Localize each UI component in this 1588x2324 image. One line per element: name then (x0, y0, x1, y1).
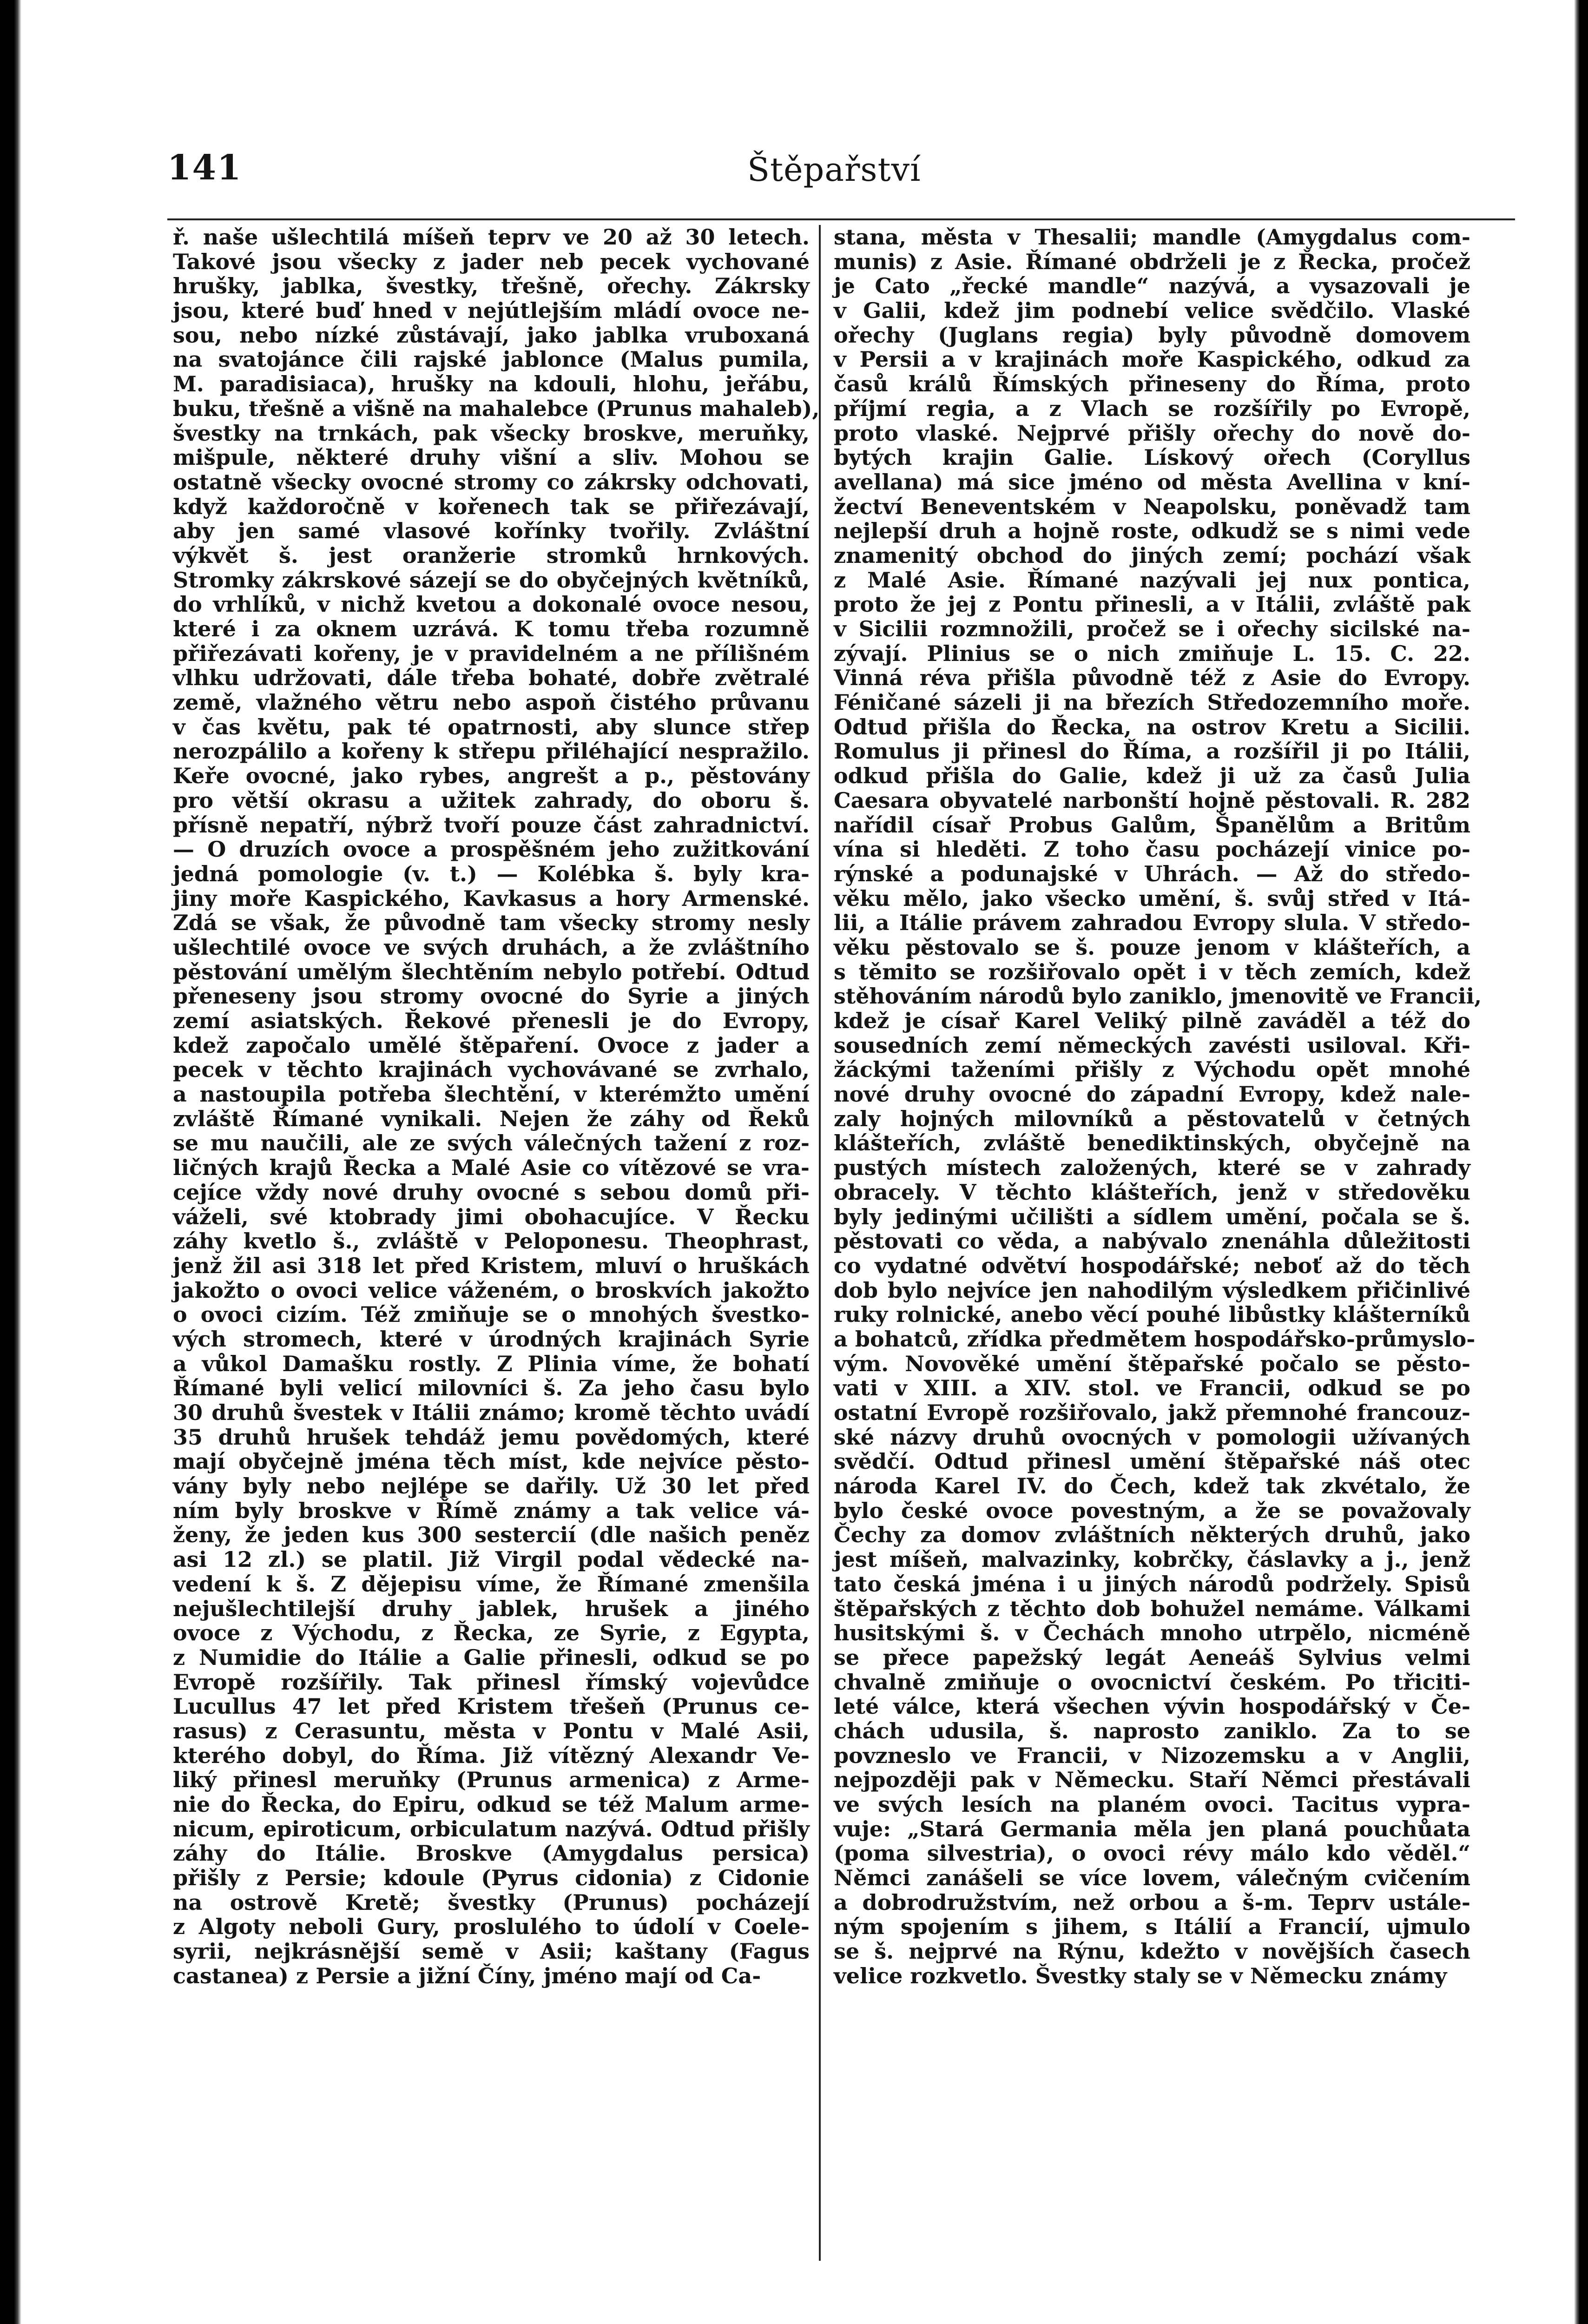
text-line: znamenitý obchod do jiných zemí; pochází však (834, 542, 1470, 568)
scan-edge-left (0, 0, 21, 2324)
text-line: stěhováním národů bylo zaniklo, jmenovitě ve Francii, (834, 984, 1482, 1009)
text-line: Římané byli velicí milovníci š. Za jeho času bylo (173, 1375, 810, 1401)
text-line: husitskými š. v Čechách mnoho utrpělo, nicméně (834, 1620, 1470, 1646)
text-line: velice rozkvetlo. Švestky staly se v Německu známy (834, 1963, 1447, 1988)
text-line: nie do Řecka, do Epiru, odkud se též Malum arme- (173, 1792, 810, 1817)
text-line: chvalně zmiňuje o ovocnictví českém. Po třiciti- (834, 1669, 1470, 1695)
text-line: nejpozději pak v Německu. Staří Němci přestávali (834, 1767, 1470, 1793)
text-line: nové druhy ovocné do západní Evropy, kdež nale- (834, 1082, 1470, 1107)
text-line: M. paradisiaca), hrušky na kdouli, hlohu, jeřábu, (173, 371, 810, 397)
text-line: přeneseny jsou stromy ovocné do Syrie a jiných (173, 984, 810, 1009)
text-line: země, vlažného větru nebo aspoň čistého průvanu (173, 690, 810, 715)
text-line: byly jedinými učilišti a sídlem umění, počala se š. (834, 1204, 1470, 1229)
text-line: nicum, epiroticum, orbiculatum nazývá. Odtud přišly (173, 1816, 810, 1842)
text-line: vány byly nebo nejlépe se dařily. Už 30 let před (173, 1473, 810, 1499)
text-line: jenž žil asi 318 let před Kristem, mluví o hruškách (173, 1253, 810, 1278)
text-line: z Algoty neboli Gury, proslulého to údolí v Coele- (173, 1914, 810, 1940)
text-line: pro větší okrasu a užitek zahrady, do oboru š. (173, 787, 810, 813)
text-line: bylo české ovoce povestným, a že se považovaly (834, 1498, 1470, 1523)
text-line: leté válce, která všechen vývin hospodářský v Če- (834, 1694, 1470, 1719)
page-number: 141 (167, 148, 242, 188)
text-line: cejíce vždy nové druhy ovocné s sebou domů při- (173, 1179, 810, 1205)
text-line: a bohatců, zřídka předmětem hospodářsko-průmyslo- (834, 1326, 1476, 1352)
text-line: nejušlechtilejší druhy jablek, hrušek a jiného (173, 1596, 810, 1621)
text-line: — O druzích ovoce a prospěšném jeho zužitkování (173, 837, 810, 862)
text-line: záhy kvetlo š., zvláště v Peloponesu. Theophrast, (173, 1228, 810, 1254)
text-line: v čas květu, pak té opatrnosti, aby slunce střep (173, 714, 810, 739)
text-line: sou, nebo nízké zůstávají, jako jablka vruboxaná (173, 322, 810, 348)
text-line: castanea) z Persie a jižní Číny, jméno mají od Ca- (173, 1963, 761, 1988)
text-line: se přece papežský legát Aeneáš Sylvius velmi (834, 1644, 1470, 1670)
text-line: zývají. Plinius se o nich zmiňuje L. 15. C. 22. (834, 640, 1470, 666)
text-line: ostatní Evropě rozšiřovalo, jakž přemnohé francouz- (834, 1400, 1470, 1425)
text-line: vým. Novověké umění štěpařské počalo se pěsto- (834, 1351, 1470, 1376)
text-line: jakožto o ovoci velice váženém, o broskvích jakožto (173, 1277, 810, 1303)
text-line: Stromky zákrskové sázejí se do obyčejných květníků, (173, 567, 810, 593)
text-line: Čechy za domov zvláštních některých druhů, jako (834, 1522, 1470, 1548)
text-line: lii, a Itálie právem zahradou Evropy slula. V středo- (834, 910, 1470, 936)
text-line: o ovoci cizím. Též zmiňuje se o mnohých švestko- (173, 1302, 810, 1327)
text-line: bytých krajin Galie. Lískový ořech (Coryllus (834, 445, 1470, 470)
text-line: Němci zanášeli se více lovem, válečným cvičením (834, 1865, 1470, 1891)
text-line: zaly hojných milovníků a pěstovatelů v četných (834, 1106, 1470, 1131)
text-line: odkud přišla do Galie, kdež ji už za časů Julia (834, 763, 1470, 789)
text-line: dob bylo nejvíce jen nahodilým výsledkem přičinlivé (834, 1277, 1470, 1303)
text-line: na ostrově Kretě; švestky (Prunus) pocházejí (173, 1889, 810, 1915)
text-line: Caesara obyvatelé narbonští hojně pěstovali. R. 282 (834, 787, 1470, 813)
text-line: v Persii a v krajinách moře Kaspického, odkud za (834, 347, 1470, 372)
text-line: štěpařských z těchto dob bohužel nemáme. Válkami (834, 1596, 1470, 1621)
text-line: v Sicilii rozmnožili, pročež se i ořechy sicilské na- (834, 616, 1470, 641)
text-line: buku, třešně a višně na mahalebce (Prunus mahaleb), (173, 396, 820, 421)
text-line: na svatojánce čili rajské jablonce (Malus pumila, (173, 347, 810, 372)
text-line: rýnské a podunajské v Uhrách. — Až do středo- (834, 861, 1470, 886)
text-line: Keře ovocné, jako rybes, angrešt a p., pěstovány (173, 763, 810, 789)
text-line: z Numidie do Itálie a Galie přinesli, odkud se po (173, 1644, 810, 1670)
text-line: přísně nepatří, nýbrž tvoří pouze část zahradnictví. (173, 812, 810, 838)
text-line: žectví Beneventském v Neapolsku, poněvadž tam (834, 494, 1470, 519)
text-line: pěstovati co věda, a nabývalo znenáhla důležitosti (834, 1228, 1470, 1254)
text-line: 30 druhů švestek v Itálii známo; kromě těchto uvádí (173, 1400, 810, 1425)
text-line: do vrhlíků, v nichž kvetou a dokonalé ovoce nesou, (173, 592, 810, 617)
text-line: jiny moře Kaspického, Kavkasus a hory Armenské. (173, 885, 810, 911)
text-line: obracely. V těchto klášteřích, jenž v středověku (834, 1179, 1470, 1205)
text-line: ovoce z Východu, z Řecka, ze Syrie, z Egypta, (173, 1620, 810, 1646)
header-rule (167, 218, 1515, 220)
text-line: vína si hleděti. Z toho času pocházejí vinice po- (834, 837, 1470, 862)
right-text-column (834, 224, 1482, 1988)
text-line: Féničané sázeli ji na březích Středozemního moře. (834, 690, 1470, 715)
text-line: ruky rolnické, anebo věcí pouhé libůstky klášterníků (834, 1302, 1470, 1327)
text-line: svědčí. Odtud přinesl umění štěpařské náš otec (834, 1449, 1470, 1474)
text-line: stana, města v Thesalii; mandle (Amygdalus com- (834, 224, 1470, 250)
text-line: žáckými taženími přišly z Východu opět mnohé (834, 1057, 1470, 1083)
text-line: ličných krajů Řecka a Malé Asie co vítězové se vra- (173, 1155, 810, 1181)
text-line: nařídil císař Probus Galům, Španělům a Britům (834, 812, 1470, 838)
text-line: vlhku udržovati, dále třeba bohaté, dobře zvětralé (173, 665, 810, 691)
text-line: jest míšeň, malvazinky, kobrčky, čáslavky a j., jenž (834, 1547, 1470, 1572)
text-line: vati v XIII. a XIV. stol. ve Francii, odkud se po (834, 1375, 1470, 1401)
text-line: Zdá se však, že původně tam všecky stromy nesly (173, 910, 810, 936)
text-line: aby jen samé vlasové kořínky tvořily. Zvláštní (173, 518, 810, 544)
left-text-column (173, 224, 820, 1988)
text-line: Romulus ji přinesl do Říma, a rozšířil ji po Itálii, (834, 739, 1470, 764)
text-line: jedná pomologie (v. t.) — Kolébka š. byly kra- (173, 861, 810, 886)
text-line: které i za oknem uzrává. K tomu třeba rozumně (173, 616, 810, 641)
text-line: zvláště Římané vynikali. Nejen že záhy od Řeků (173, 1106, 810, 1131)
text-line: vuje: „Stará Germania měla jen planá pouchůata (834, 1816, 1470, 1842)
text-line: ořechy (Juglans regia) byly původně domovem (834, 322, 1470, 348)
text-line: syrii, nejkrásnější semě v Asii; kaštany (Fagus (173, 1939, 810, 1964)
text-line: pustých místech založených, které se v zahrady (834, 1155, 1470, 1181)
text-line: Vinná réva přišla původně též z Asie do Evropy. (834, 665, 1470, 691)
text-line: povzneslo ve Francii, v Nizozemsku a v Anglii, (834, 1743, 1470, 1768)
text-line: zemí asiatských. Řekové přenesli je do Evropy, (173, 1008, 810, 1033)
text-line: a nastoupila potřeba šlechtění, v kterémžto umění (173, 1082, 810, 1107)
text-line: asi 12 zl.) se platil. Již Virgil podal vědecké na- (173, 1547, 810, 1572)
text-line: rasus) z Cerasuntu, města v Pontu v Malé Asii, (173, 1718, 810, 1743)
text-line: věku pěstovalo se š. pouze jenom v klášteřích, a (834, 934, 1470, 960)
text-line: kdež je císař Karel Veliký pilně zaváděl a též do (834, 1008, 1470, 1033)
text-line: věku mělo, jako všecko umění, š. svůj střed v Itá- (834, 885, 1470, 911)
text-line: kterého dobyl, do Říma. Již vítězný Alexandr Ve- (173, 1743, 810, 1768)
column-divider (819, 225, 821, 2261)
text-line: Odtud přišla do Řecka, na ostrov Kretu a Sicilii. (834, 714, 1470, 739)
text-line: tato česká jména i u jiných národů podržely. Spisů (834, 1571, 1470, 1597)
text-line: ř. naše ušlechtilá míšeň teprv ve 20 až 30 letech. (173, 224, 810, 250)
text-line: munis) z Asie. Římané obdrželi je z Řecka, pročež (834, 249, 1470, 274)
text-line: se mu naučili, ale ze svých válečných tažení z roz- (173, 1130, 810, 1156)
text-line: sousedních zemí německých zavésti usiloval. Kři- (834, 1032, 1470, 1058)
text-line: jsou, které buď hned v nejútlejším mládí ovoce ne- (173, 298, 810, 324)
text-line: ným spojením s jihem, s Itálií a Francií, ujmulo (834, 1914, 1470, 1940)
text-line: proto vlaské. Nejprvé přišly ořechy do nově do- (834, 420, 1470, 446)
text-line: pecek v těchto krajinách vychovávané se zvrhalo, (173, 1057, 810, 1083)
text-line: nejlepší druh a hojně roste, odkudž se s nimi vede (834, 518, 1470, 544)
text-line: švestky na trnkách, pak všecky broskve, meruňky, (173, 420, 810, 446)
text-line: ženy, že jeden kus 300 sestercií (dle našich peněz (173, 1522, 810, 1548)
text-line: chách udusila, š. naprosto zaniklo. Za to se (834, 1718, 1470, 1743)
text-line: Lucullus 47 let před Kristem třešeň (Prunus ce- (173, 1694, 810, 1719)
text-line: ním byly broskve v Římě známy a tak velice vá- (173, 1498, 810, 1523)
text-line: přiřezávati kořeny, je v pravidelném a ne přílišném (173, 640, 810, 666)
text-line: pěstování umělým šlechtěním nebylo potřebí. Odtud (173, 959, 810, 984)
text-line: se š. nejprvé na Rýnu, kdežto v novějších časech (834, 1939, 1470, 1964)
text-line: záhy do Itálie. Broskve (Amygdalus persica) (173, 1841, 810, 1866)
text-line: přišly z Persie; kdoule (Pyrus cidonia) z Cidonie (173, 1865, 810, 1891)
text-line: Evropě rozšířily. Tak přinesl římský vojevůdce (173, 1669, 810, 1695)
text-line: vedení k š. Z dějepisu víme, že Římané zmenšila (173, 1571, 810, 1597)
text-line: (poma silvestria), o ovoci révy málo kdo věděl.“ (834, 1841, 1470, 1866)
text-line: a dobrodružstvím, než orbou a š-m. Teprv ustále- (834, 1889, 1470, 1915)
text-line: z Malé Asie. Římané nazývali jej nux pontica, (834, 567, 1470, 593)
text-line: nerozpálilo a kořeny k střepu přiléhající nespražilo. (173, 739, 810, 764)
text-line: v Galii, kdež jim podnebí velice svědčilo. Vlaské (834, 298, 1470, 324)
text-line: vých stromech, které v úrodných krajinách Syrie (173, 1326, 810, 1352)
text-line: ostatně všecky ovocné stromy co zákrsky odchovati, (173, 469, 810, 495)
running-head: Štěpařství (747, 151, 921, 189)
text-line: liký přinesl meruňky (Prunus armenica) z Arme- (173, 1767, 810, 1793)
text-line: národa Karel IV. do Čech, kdež tak zkvétalo, že (834, 1473, 1470, 1499)
text-line: hrušky, jablka, švestky, třešně, ořechy. Zákrsky (173, 273, 810, 299)
text-line: kdež započalo umělé štěpaření. Ovoce z jader a (173, 1032, 810, 1058)
text-line: klášteřích, zvláště benediktinských, obyčejně na (834, 1130, 1470, 1156)
text-line: příjmí regia, a z Vlach se rozšířily po Evropě, (834, 396, 1470, 421)
text-line: mají obyčejně jména těch míst, kde nejvíce pěsto- (173, 1449, 810, 1474)
text-line: výkvět š. jest oranžerie stromků hrnkových. (173, 542, 810, 568)
text-line: co vydatné odvětví hospodářské; neboť až do těch (834, 1253, 1470, 1278)
text-line: ské názvy druhů ovocných v pomologii užívaných (834, 1424, 1470, 1450)
text-line: ve svých lesích na planém ovoci. Tacitus vypra- (834, 1792, 1470, 1817)
text-line: avellana) má sice jméno od města Avellina v kní- (834, 469, 1470, 495)
text-line: s těmito se rozšiřovalo opět i v těch zemích, kdež (834, 959, 1470, 984)
scan-edge-right (1574, 0, 1588, 2324)
text-line: váželi, své ktobrady jimi obohacujíce. V Řecku (173, 1204, 810, 1229)
text-line: proto že jej z Pontu přinesli, a v Itálii, zvláště pak (834, 592, 1470, 617)
text-line: je Cato „řecké mandle“ nazývá, a vysazovali je (834, 273, 1470, 299)
text-line: když každoročně v kořenech tak se přiřezávají, (173, 494, 810, 519)
text-line: mišpule, některé druhy višní a sliv. Mohou se (173, 445, 810, 470)
text-line: 35 druhů hrušek tehdáž jemu povědomých, které (173, 1424, 810, 1450)
text-line: a vůkol Damašku rostly. Z Plinia víme, že bohatí (173, 1351, 810, 1376)
text-line: časů králů Římských přineseny do Říma, proto (834, 371, 1470, 397)
text-line: Takové jsou všecky z jader neb pecek vychované (173, 249, 810, 274)
text-line: ušlechtilé ovoce ve svých druhách, a že zvláštního (173, 934, 810, 960)
